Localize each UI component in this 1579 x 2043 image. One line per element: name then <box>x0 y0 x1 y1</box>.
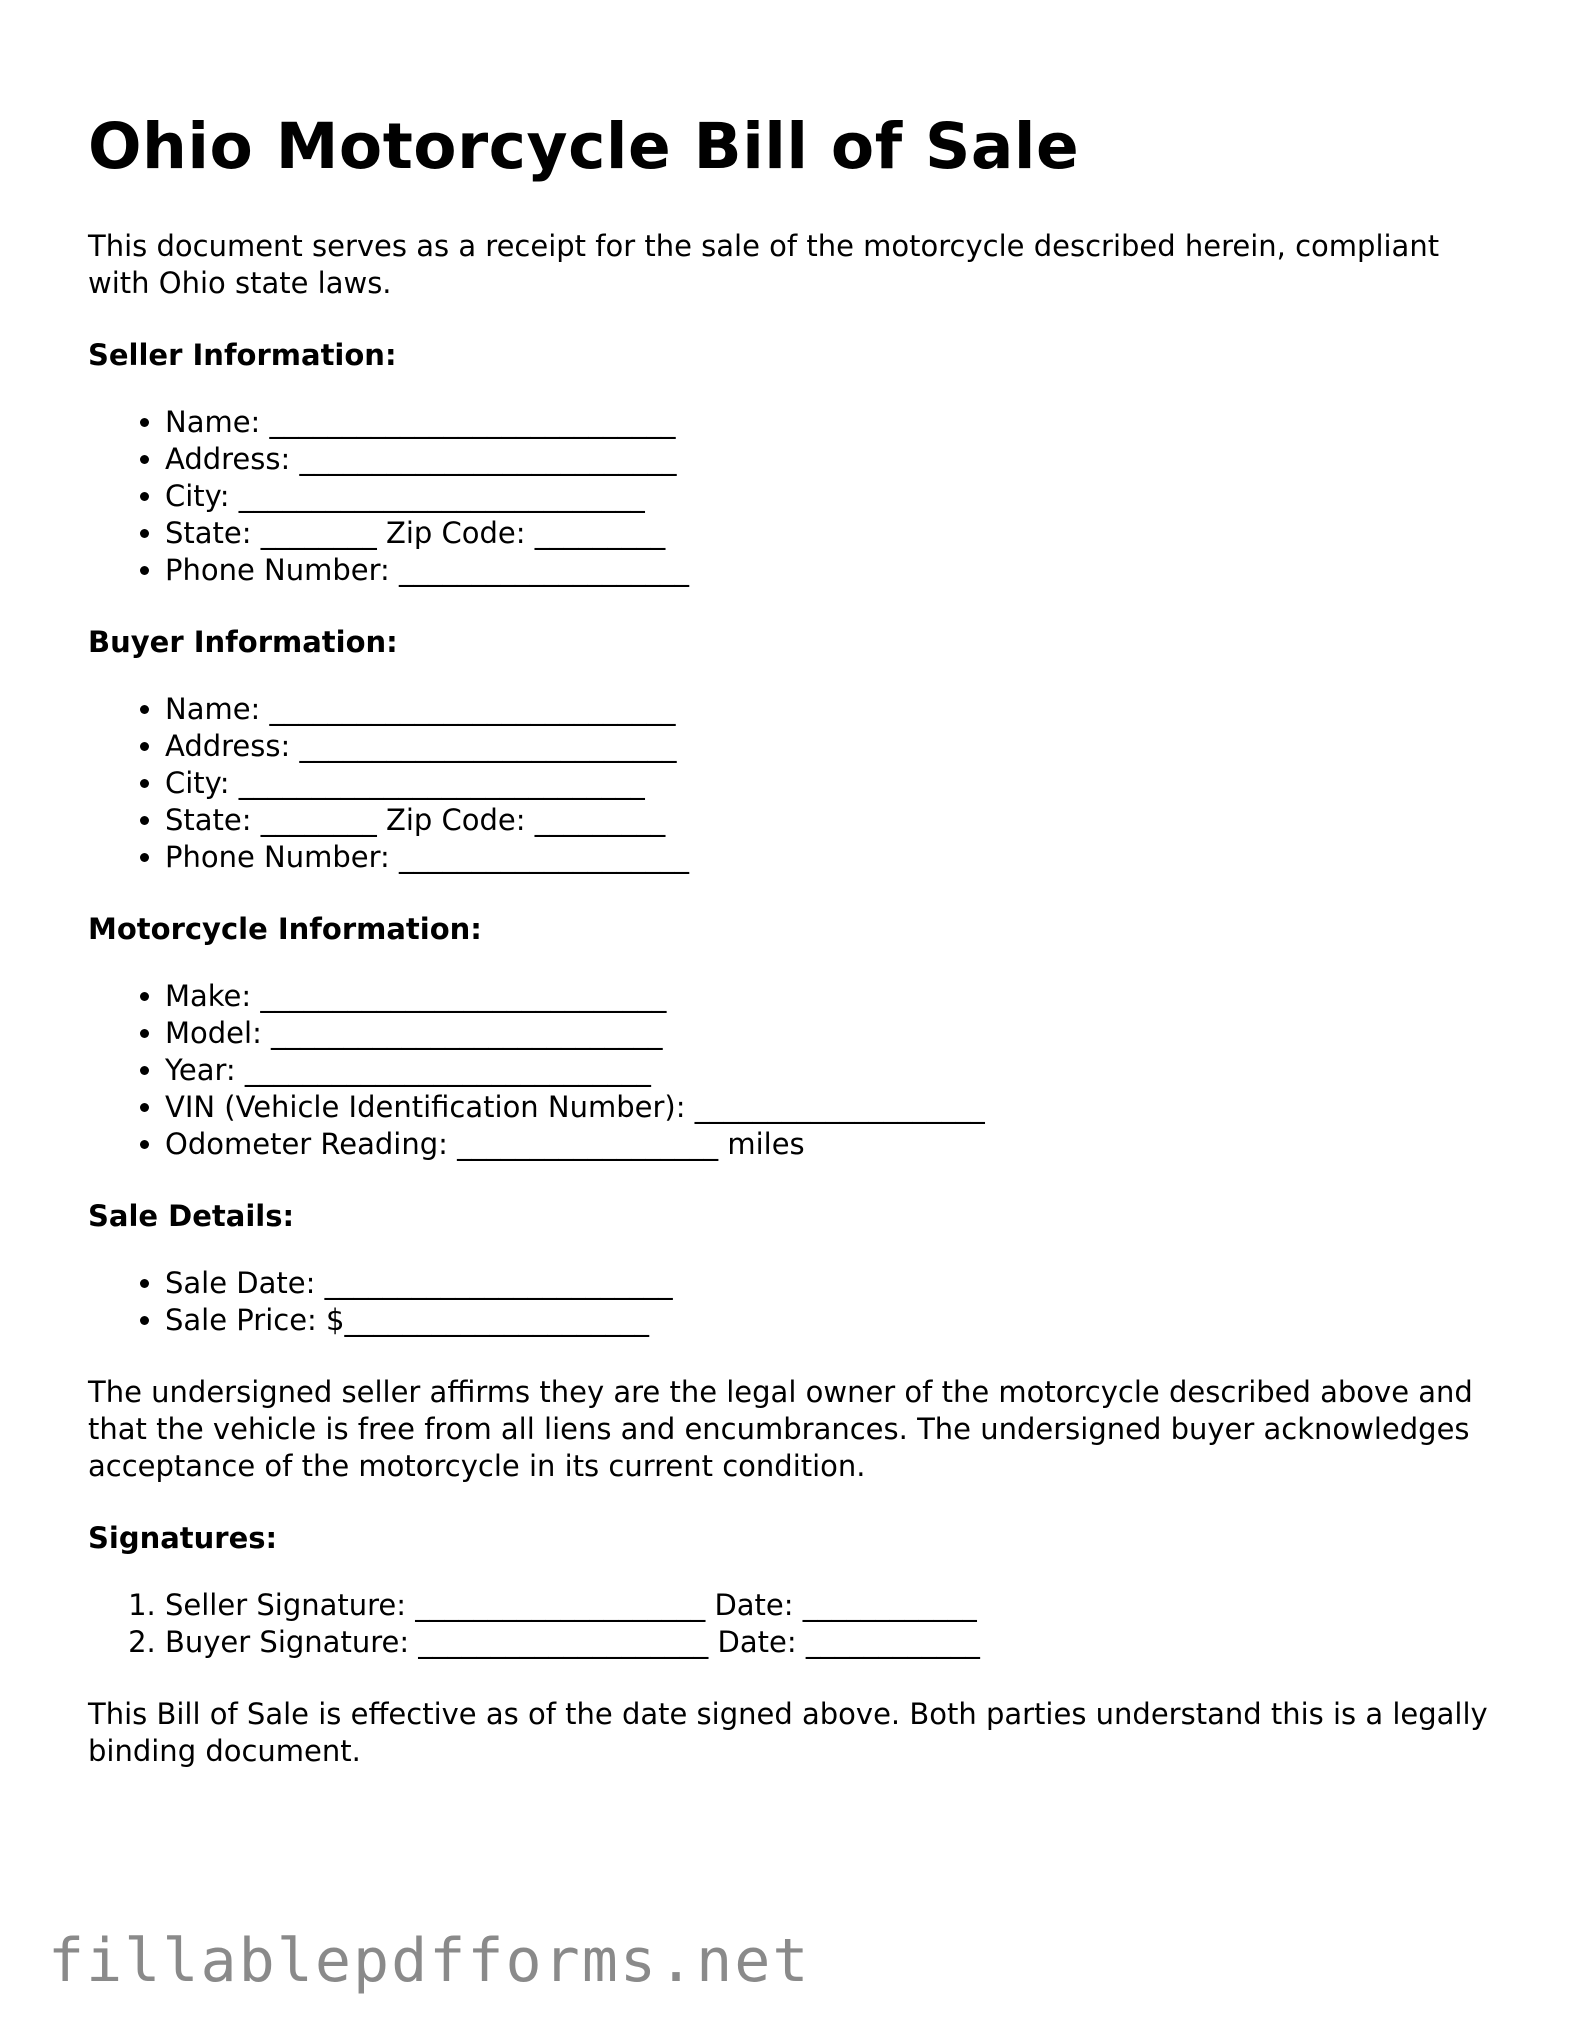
buyer-phone-field[interactable]: • Phone Number: ____________________ <box>165 839 1508 876</box>
seller-list <box>88 404 1508 589</box>
closing-paragraph: This Bill of Sale is effective as of the date signed above. Both parties understand this is a legally binding document. <box>88 1697 1488 1768</box>
seller-signature-field[interactable]: 1. Seller Signature: ____________________ Date: ____________ <box>165 1587 1508 1624</box>
buyer-list <box>88 691 1508 876</box>
buyer-name-field[interactable]: • Name: ____________________________ <box>165 691 1508 728</box>
motorcycle-vin-field[interactable]: • VIN (Vehicle Identification Number): ____________________ <box>165 1089 1508 1126</box>
motorcycle-list <box>88 978 1508 1163</box>
buyer-state-zip-field[interactable]: • State: ________ Zip Code: _________ <box>165 802 1508 839</box>
seller-address-field[interactable]: • Address: __________________________ <box>165 441 1508 478</box>
buyer-address-field[interactable]: • Address: __________________________ <box>165 728 1508 765</box>
motorcycle-heading: Motorcycle Information: <box>88 912 482 946</box>
watermark-text: fillablepdfforms.net <box>48 1926 811 1996</box>
motorcycle-odometer-field[interactable]: • Odometer Reading: __________________ miles <box>165 1126 1508 1163</box>
intro-paragraph: This document serves as a receipt for the sale of the motorcycle described herein, compliant with Ohio state laws. <box>88 229 1440 300</box>
buyer-city-field[interactable]: • City: ____________________________ <box>165 765 1508 802</box>
motorcycle-model-field[interactable]: • Model: ___________________________ <box>165 1015 1508 1052</box>
seller-city-field[interactable]: • City: ____________________________ <box>165 478 1508 515</box>
document-page <box>88 108 1508 1805</box>
affirmation-paragraph: The undersigned seller affirms they are the legal owner of the motorcycle described above and that the vehicle is free from all liens and encumbrances. The undersigned buyer acknowledges acceptance of the motorcycle in its current condition. <box>88 1375 1473 1483</box>
document-title: Ohio Motorcycle Bill of Sale <box>88 110 1080 183</box>
signatures-list <box>88 1587 1508 1661</box>
sale-date-field[interactable]: • Sale Date: ________________________ <box>165 1265 1508 1302</box>
motorcycle-make-field[interactable]: • Make: ____________________________ <box>165 978 1508 1015</box>
motorcycle-year-field[interactable]: • Year: ____________________________ <box>165 1052 1508 1089</box>
seller-phone-field[interactable]: • Phone Number: ____________________ <box>165 552 1508 589</box>
sale-price-field[interactable]: • Sale Price: $_____________________ <box>165 1302 1508 1339</box>
buyer-heading: Buyer Information: <box>88 625 398 659</box>
seller-state-zip-field[interactable]: • State: ________ Zip Code: _________ <box>165 515 1508 552</box>
sale-list <box>88 1265 1508 1339</box>
sale-heading: Sale Details: <box>88 1199 295 1233</box>
seller-heading: Seller Information: <box>88 338 397 372</box>
buyer-signature-field[interactable]: 2. Buyer Signature: ____________________ Date: ____________ <box>165 1624 1508 1661</box>
signatures-heading: Signatures: <box>88 1521 278 1555</box>
seller-name-field[interactable]: • Name: ____________________________ <box>165 404 1508 441</box>
